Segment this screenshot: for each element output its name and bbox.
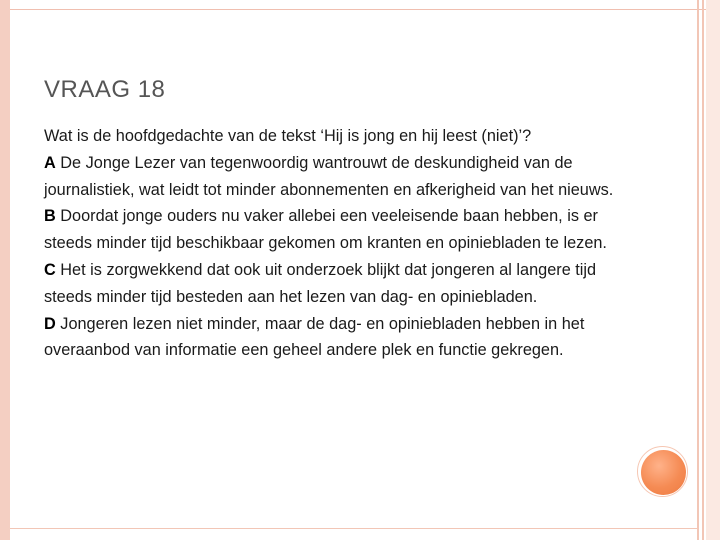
option-letter: D xyxy=(44,314,56,333)
option-text: Het is zorgwekkend dat ook uit onderzoek blijkt dat jongeren al langere tijd steeds minder tijd besteden aan het lezen van dag- en opiniebladen. xyxy=(44,260,597,306)
option-letter: C xyxy=(44,260,56,279)
frame-left-border xyxy=(0,0,10,540)
decorative-orange-circle xyxy=(641,450,686,495)
page-title: VRAAG 18 xyxy=(44,76,166,103)
option-letter: B xyxy=(44,207,56,226)
option-a xyxy=(44,150,634,204)
option-text: De Jonge Lezer van tegenwoordig wantrouwt de deskundigheid van de journalistiek, wat leidt tot minder abonnementen en afkerigheid van het nieuws. xyxy=(44,153,614,199)
frame-top-border xyxy=(10,0,710,10)
option-d xyxy=(44,311,634,365)
frame-right-border xyxy=(697,0,704,540)
question-body xyxy=(44,123,634,364)
option-letter: A xyxy=(44,153,56,172)
option-b xyxy=(44,203,634,257)
option-c xyxy=(44,257,634,311)
option-text: Doordat jonge ouders nu vaker allebei een veeleisende baan hebben, is er steeds minder tijd beschikbaar gekomen om kranten en opiniebladen te lezen. xyxy=(44,207,607,253)
question-text: Wat is de hoofdgedachte van de tekst ‘Hij is jong en hij leest (niet)’? xyxy=(44,127,532,145)
option-text: Jongeren lezen niet minder, maar de dag- en opiniebladen hebben in het overaanbod van informatie een geheel andere plek en functie gekregen. xyxy=(44,314,585,360)
frame-right-band xyxy=(706,0,720,540)
frame-bottom-border xyxy=(10,528,698,529)
